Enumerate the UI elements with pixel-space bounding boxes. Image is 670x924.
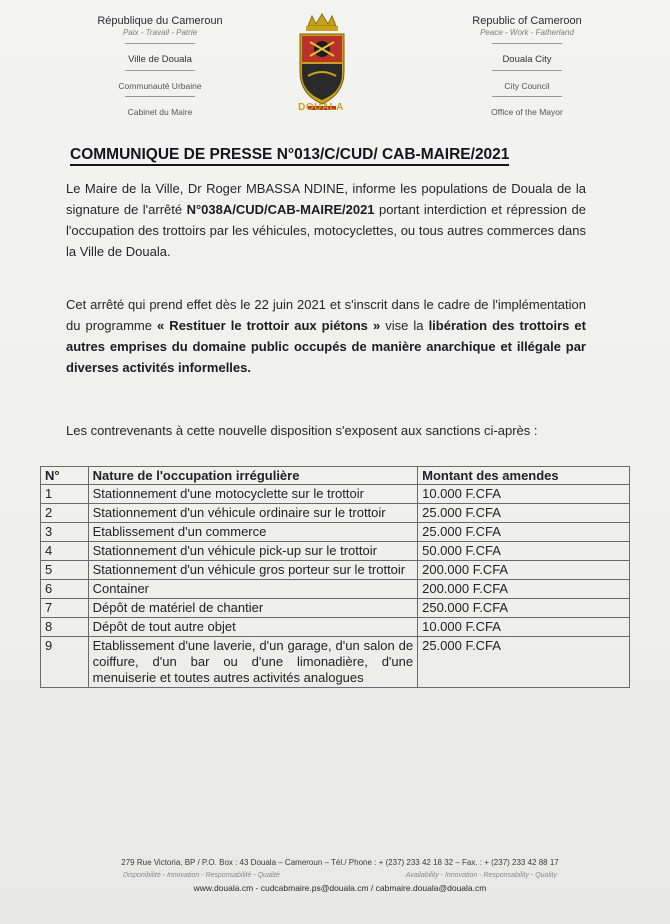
divider [492, 96, 562, 97]
row-number: 7 [41, 599, 89, 618]
header-right-motto: Peace - Work - Fatherland [480, 28, 574, 38]
column-header-number: N° [41, 467, 89, 485]
divider [125, 70, 195, 71]
row-number: 4 [41, 542, 89, 561]
paragraph-sanctions-intro: Les contrevenants à cette nouvelle disposition s'exposent aux sanctions ci-après : [66, 423, 538, 438]
footer [40, 856, 640, 895]
table-row [41, 504, 630, 523]
logo-wordmark: DOUALA [298, 102, 344, 113]
fines-table [40, 466, 630, 688]
header-left [70, 14, 250, 118]
row-amount: 25.000 F.CFA [418, 523, 630, 542]
header-left-office: Cabinet du Maire [127, 107, 193, 118]
row-nature: Container [88, 580, 417, 599]
header-left-country: République du Cameroun [97, 15, 223, 27]
footer-contacts: www.douala.cm - cudcabmaire.ps@douala.cm / cabmaire.douala@douala.cm [193, 883, 487, 893]
row-nature: Dépôt de matériel de chantier [88, 599, 417, 618]
title-text: COMMUNIQUE DE PRESSE N°013/C/CUD/ CAB-MAIRE/2021 [70, 146, 509, 166]
row-number: 8 [41, 618, 89, 637]
header-right-country: Republic of Cameroon [472, 15, 582, 27]
row-nature: Etablissement d'un commerce [88, 523, 417, 542]
table-row [41, 580, 630, 599]
divider [125, 43, 195, 44]
footer-address: 279 Rue Victoria, BP / P.O. Box : 43 Douala – Cameroun – Tél./ Phone : + (237) 233 42 18 32 – Fax. : + (237) 233 42 88 17 [121, 858, 559, 867]
row-amount: 25.000 F.CFA [418, 637, 630, 688]
row-amount: 200.000 F.CFA [418, 580, 630, 599]
table-row [41, 561, 630, 580]
header-right-city: Douala City [502, 53, 552, 65]
row-amount: 10.000 F.CFA [418, 618, 630, 637]
program-name: « Restituer le trottoir aux piétons » [157, 318, 381, 333]
table-header-row [41, 467, 630, 485]
paragraph-program [66, 294, 586, 378]
paragraph2-intro: Cet arrêté qui prend effet dès le 22 juin 2021 et s'inscrit dans le cadre de l'implémentation du programme [66, 297, 586, 333]
column-header-amount: Montant des amendes [418, 467, 630, 485]
row-amount: 10.000 F.CFA [418, 485, 630, 504]
row-nature: Stationnement d'un véhicule ordinaire sur le trottoir [88, 504, 417, 523]
divider [492, 43, 562, 44]
header-right-office: Office of the Mayor [491, 107, 563, 118]
paragraph2-middle: vise la [380, 318, 429, 333]
header-right [452, 14, 602, 118]
footer-mottos [40, 869, 640, 882]
paragraph1-intro: Le Maire de la Ville, Dr Roger MBASSA NDINE, informe les populations de Douala de la signature de l'arrêté [66, 181, 586, 217]
press-release-title [70, 146, 570, 164]
decree-number: N°038A/CUD/CAB-MAIRE/2021 [186, 202, 375, 217]
row-number: 1 [41, 485, 89, 504]
row-number: 9 [41, 637, 89, 688]
table-row [41, 618, 630, 637]
divider [125, 96, 195, 97]
footer-motto-en: Availability - Innovation - Responsability - Quality [405, 872, 557, 879]
paragraph1-rest: portant interdiction et répression de l'occupation des trottoirs par les véhicules, motocyclettes, ou tous autres commerces dans la Ville de Douala. [66, 202, 587, 259]
row-number: 3 [41, 523, 89, 542]
paragraph2-bold-rest: libération des trottoirs et autres emprises du domaine public occupés de manière anarchique et illégale par diverses activités informelles. [66, 318, 586, 375]
row-amount: 50.000 F.CFA [418, 542, 630, 561]
divider [492, 70, 562, 71]
table-row [41, 542, 630, 561]
table-row [41, 599, 630, 618]
header-left-council: Communauté Urbaine [118, 81, 202, 92]
paragraph-announcement [66, 178, 586, 262]
row-number: 6 [41, 580, 89, 599]
row-nature: Etablissement d'une laverie, d'un garage, d'un salon de coiffure, d'un bar ou d'une limonadière, d'une menuiserie et toutes autres activités analogues [88, 637, 417, 688]
row-number: 5 [41, 561, 89, 580]
row-amount: 25.000 F.CFA [418, 504, 630, 523]
row-nature: Stationnement d'un véhicule gros porteur sur le trottoir [88, 561, 417, 580]
table-row [41, 637, 630, 688]
header-left-motto: Paix - Travail - Patrie [122, 28, 198, 38]
footer-motto-fr: Disponibilité - Innovation - Responsabilité - Qualité [122, 872, 280, 879]
header-left-city: Ville de Douala [128, 53, 192, 65]
table-row [41, 485, 630, 504]
row-amount: 200.000 F.CFA [418, 561, 630, 580]
row-amount: 250.000 F.CFA [418, 599, 630, 618]
row-nature: Dépôt de tout autre objet [88, 618, 417, 637]
table-row [41, 523, 630, 542]
row-nature: Stationnement d'une motocyclette sur le trottoir [88, 485, 417, 504]
header-right-council: City Council [504, 81, 550, 92]
row-number: 2 [41, 504, 89, 523]
row-nature: Stationnement d'un véhicule pick-up sur le trottoir [88, 542, 417, 561]
column-header-nature: Nature de l'occupation irrégulière [88, 467, 417, 485]
